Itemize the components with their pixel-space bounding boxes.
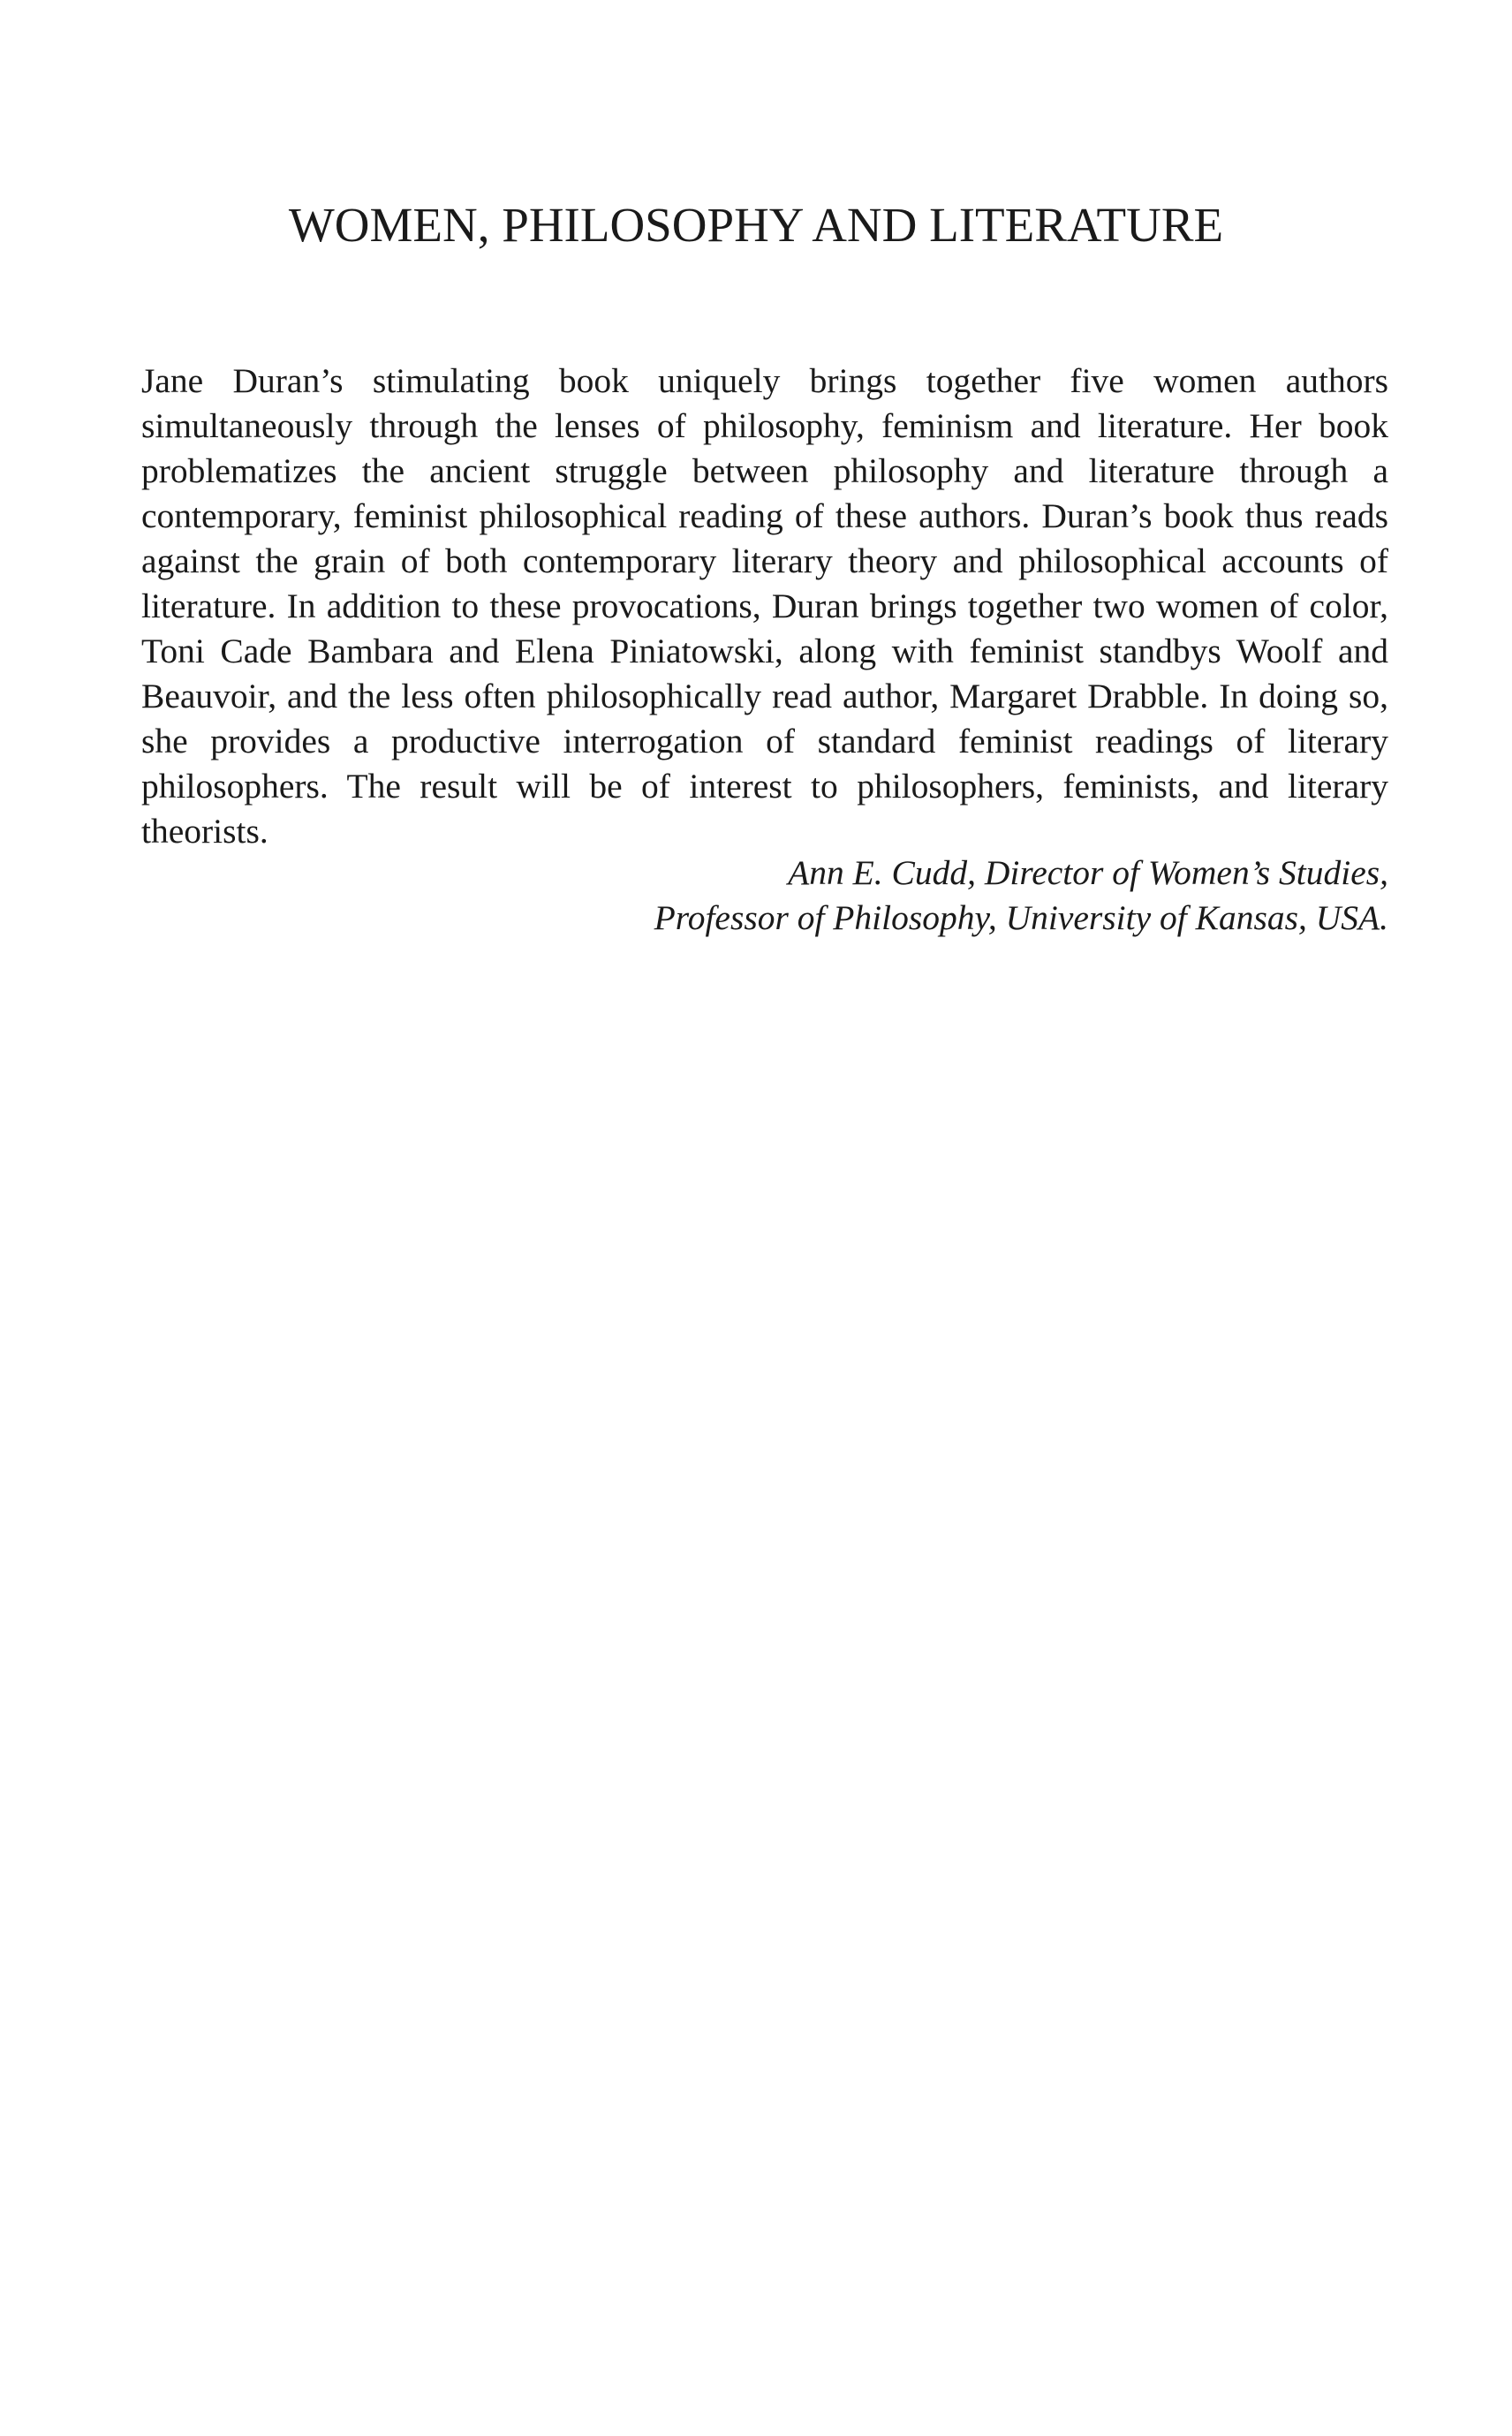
attribution-line-2: Professor of Philosophy, University of Kansas, USA.	[654, 898, 1388, 937]
review-paragraph: Jane Duran’s stimulating book uniquely brings together five women authors simultaneously through the lenses of philosophy, feminism and literature. Her book problematizes the ancient struggle between philosophy and literature through a contemporary, feminist philosophical reading of these authors. Duran’s book thus reads against the grain of both contemporary literary theory and philosophical accounts of literature. In addition to these provocations, Duran brings together two women of color, Toni Cade Bambara and Elena Piniatowski, along with feminist standbys Woolf and Beauvoir, and the less often philosophically read author, Margaret Drabble. In doing so, she provides a productive interrogation of standard feminist readings of literary philosophers. The result will be of interest to philosophers, feminists, and literary theorists.	[141, 361, 1388, 851]
page-title: WOMEN, PHILOSOPHY AND LITERATURE	[288, 198, 1224, 252]
attribution-line-1: Ann E. Cudd, Director of Women’s Studies,	[788, 853, 1388, 892]
review-attribution	[654, 851, 1388, 941]
